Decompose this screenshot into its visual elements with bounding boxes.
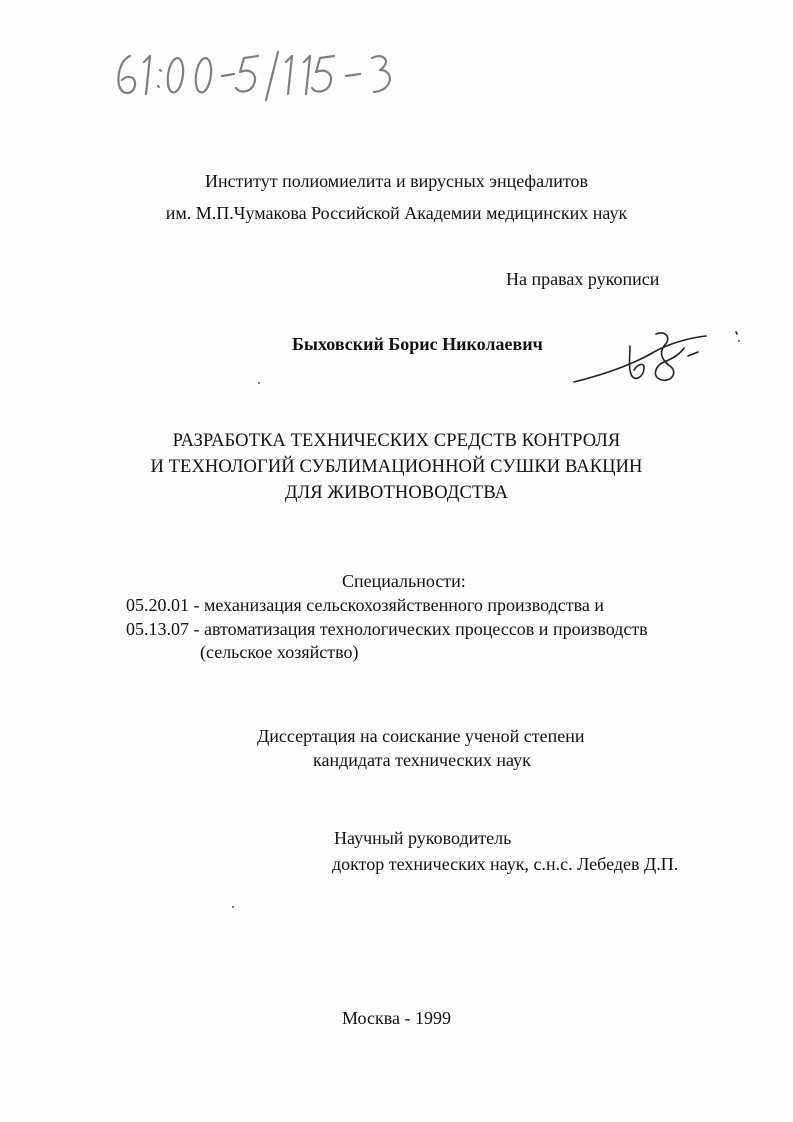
author-signature	[568, 326, 748, 392]
author-name: Быховский Борис Николаевич	[292, 334, 543, 354]
scan-speck	[258, 382, 260, 384]
institute-line-1: Институт полиомиелита и вирусных энцефалитов	[205, 171, 588, 191]
title-line-1: РАЗРАБОТКА ТЕХНИЧЕСКИХ СРЕДСТВ КОНТРОЛЯ	[172, 431, 621, 451]
title-line-2: И ТЕХНОЛОГИЙ СУБЛИМАЦИОННОЙ СУШКИ ВАКЦИН	[150, 457, 643, 477]
degree-line-2: кандидата технических наук	[313, 750, 531, 770]
scan-speck	[232, 906, 234, 908]
degree-line-1: Диссертация на соискание ученой степени	[257, 726, 585, 746]
supervisor-label: Научный руководитель	[334, 828, 512, 848]
supervisor-name: доктор технических наук, с.н.с. Лебедев Д.П.	[332, 854, 679, 874]
specialty-note: (сельское хозяйство)	[200, 642, 359, 662]
archive-stamp	[108, 38, 408, 108]
scan-speck	[738, 340, 740, 342]
rights-note: На правах рукописи	[506, 269, 660, 289]
place-year: Москва - 1999	[342, 1008, 451, 1028]
specialty-item: 05.20.01 - механизация сельскохозяйственного производства и	[126, 595, 604, 615]
title-line-3: ДЛЯ ЖИВОТНОВОДСТВА	[284, 483, 509, 503]
specialties-heading: Специальности:	[342, 571, 466, 591]
institute-line-2: им. М.П.Чумакова Российской Академии медицинских наук	[165, 203, 628, 223]
specialty-item: 05.13.07 - автоматизация технологических процессов и производств	[126, 619, 648, 639]
